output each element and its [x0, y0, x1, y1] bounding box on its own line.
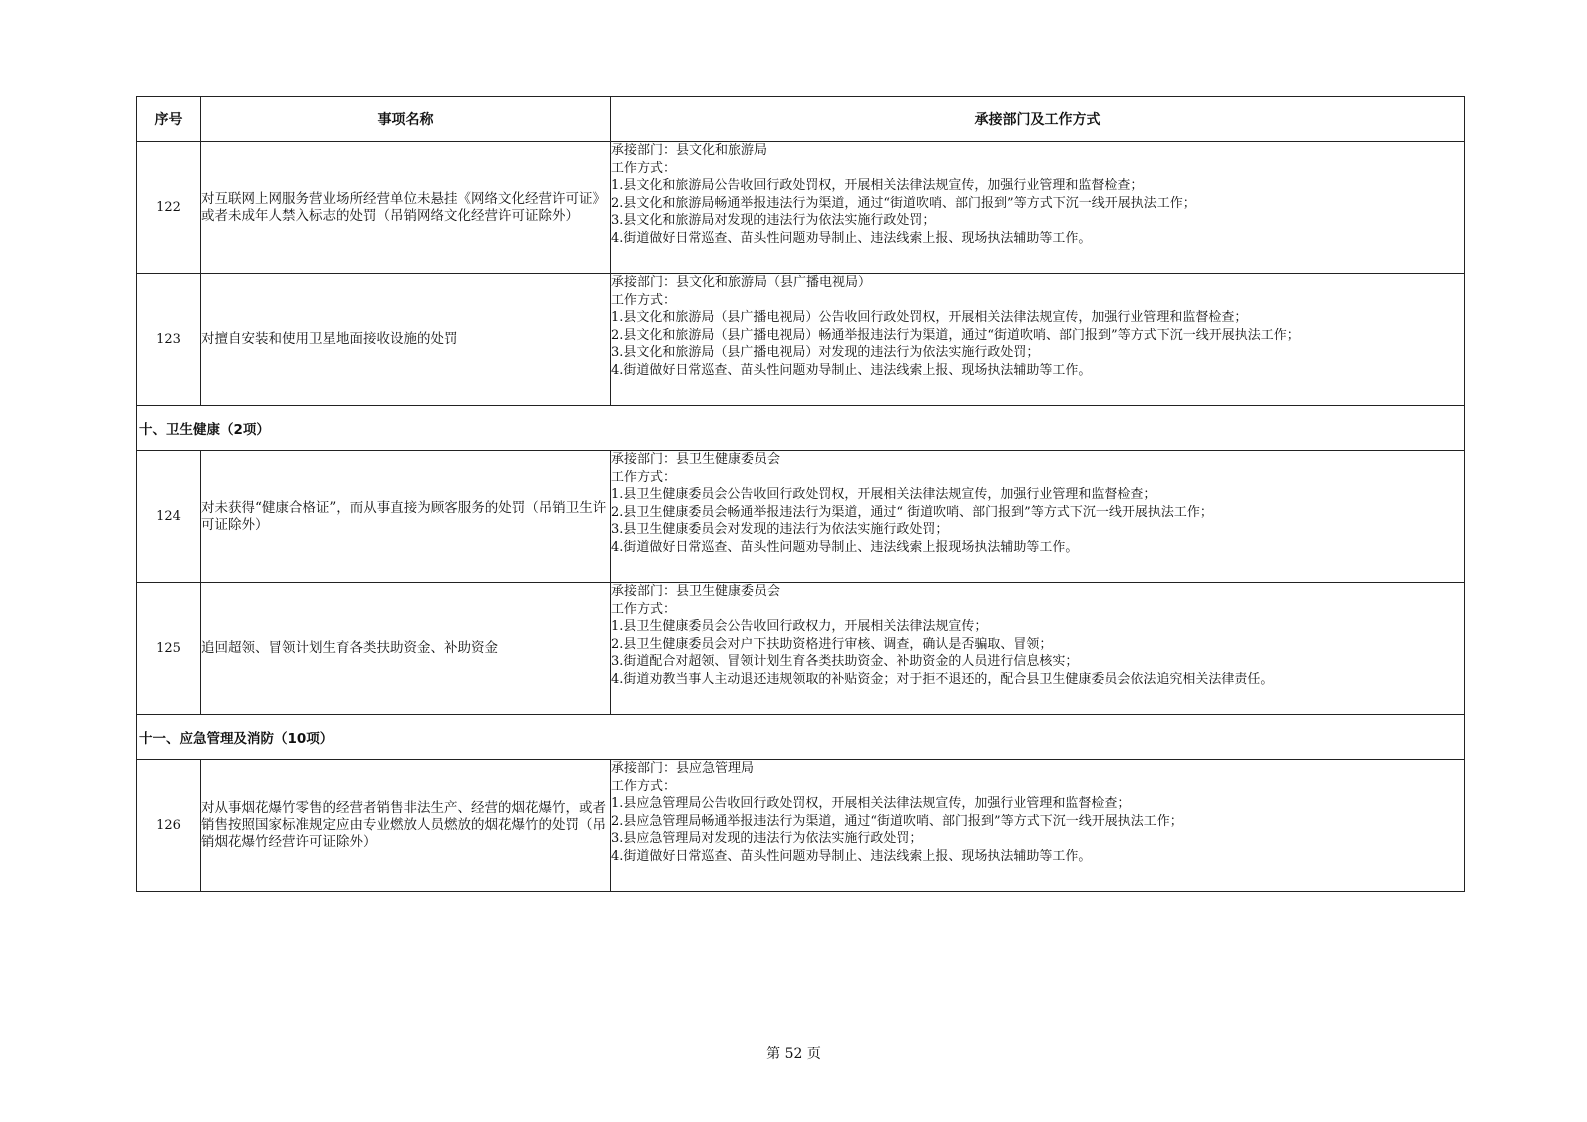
dept-line: 1.县卫生健康委员会公告收回行政处罚权，开展相关法律法规宣传，加强行业管理和监督检查； [611, 487, 1157, 502]
row-name: 对擅自安装和使用卫星地面接收设施的处罚 [201, 274, 611, 406]
dept-line: 2.县文化和旅游局畅通举报违法行为渠道，通过“街道吹哨、部门报到”等方式下沉一线开展执法工作； [611, 195, 1196, 211]
page-number: 第 52 页 [766, 1046, 821, 1062]
row-dept [611, 274, 1465, 406]
dept-line: 工作方式： [611, 160, 677, 176]
dept-line: 承接部门：县卫生健康委员会 [611, 452, 781, 467]
dept-line: 工作方式： [611, 601, 677, 617]
dept-line: 承接部门：县卫生健康委员会 [611, 584, 781, 599]
dept-line: 4.街道劝教当事人主动退还违规领取的补贴资金；对于拒不退还的，配合县卫生健康委员会依法追究相关法律责任。 [611, 671, 1274, 687]
dept-line: 承接部门：县文化和旅游局（县广播电视局） [611, 275, 872, 290]
row-name: 追回超领、冒领计划生育各类扶助资金、补助资金 [201, 583, 611, 715]
dept-line: 1.县文化和旅游局（县广播电视局）公告收回行政处罚权，开展相关法律法规宣传，加强行业管理和监督检查； [611, 310, 1248, 325]
dept-line: 2.县卫生健康委员会对户下扶助资格进行审核、调查，确认是否骗取、冒领； [611, 636, 1053, 652]
table-header-row [137, 97, 1465, 142]
row-dept [611, 760, 1465, 892]
dept-line: 1.县应急管理局公告收回行政处罚权，开展相关法律法规宣传，加强行业管理和监督检查； [611, 796, 1131, 811]
dept-line: 3.街道配合对超领、冒领计划生育各类扶助资金、补助资金的人员进行信息核实； [611, 654, 1079, 669]
section-title: 十、卫生健康（2项） [137, 406, 1465, 451]
dept-line: 3.县文化和旅游局对发现的违法行为依法实施行政处罚； [611, 213, 936, 228]
dept-line: 3.县卫生健康委员会对发现的违法行为依法实施行政处罚； [611, 522, 949, 537]
dept-line: 2.县应急管理局畅通举报违法行为渠道，通过“街道吹哨、部门报到”等方式下沉一线开展执法工作； [611, 813, 1183, 829]
table-row [137, 451, 1465, 583]
table-row [137, 583, 1465, 715]
dept-line: 4.街道做好日常巡查、苗头性问题劝导制止、违法线索上报、现场执法辅助等工作。 [611, 230, 1092, 246]
row-seq: 123 [137, 274, 201, 406]
dept-line: 承接部门：县文化和旅游局 [611, 143, 768, 158]
dept-line: 4.街道做好日常巡查、苗头性问题劝导制止、违法线索上报、现场执法辅助等工作。 [611, 362, 1092, 378]
dept-line: 1.县文化和旅游局公告收回行政处罚权，开展相关法律法规宣传，加强行业管理和监督检查； [611, 178, 1144, 193]
row-seq: 126 [137, 760, 201, 892]
row-seq: 122 [137, 142, 201, 274]
section-row [137, 715, 1465, 760]
row-seq: 124 [137, 451, 201, 583]
dept-line: 2.县文化和旅游局（县广播电视局）畅通举报违法行为渠道，通过“街道吹哨、部门报到”等方式下沉一线开展执法工作； [611, 327, 1300, 343]
row-seq: 125 [137, 583, 201, 715]
matters-table [136, 96, 1465, 892]
dept-line: 工作方式： [611, 292, 677, 308]
dept-line: 4.街道做好日常巡查、苗头性问题劝导制止、违法线索上报现场执法辅助等工作。 [611, 539, 1079, 555]
section-row [137, 406, 1465, 451]
dept-line: 工作方式： [611, 778, 677, 794]
dept-line: 2.县卫生健康委员会畅通举报违法行为渠道，通过“ 街道吹哨、部门报到”等方式下沉一线开展执法工作； [611, 504, 1213, 520]
header-dept: 承接部门及工作方式 [611, 97, 1465, 142]
table-row [137, 142, 1465, 274]
table-row [137, 274, 1465, 406]
dept-line: 工作方式： [611, 469, 677, 485]
section-title: 十一、应急管理及消防（10项） [137, 715, 1465, 760]
dept-line: 1.县卫生健康委员会公告收回行政权力，开展相关法律法规宣传； [611, 619, 988, 634]
table-row [137, 760, 1465, 892]
row-dept [611, 583, 1465, 715]
header-name: 事项名称 [201, 97, 611, 142]
dept-line: 承接部门：县应急管理局 [611, 761, 755, 776]
row-name: 对互联网上网服务营业场所经营单位未悬挂《网络文化经营许可证》或者未成年人禁入标志的处罚（吊销网络文化经营许可证除外） [201, 142, 611, 274]
row-dept [611, 451, 1465, 583]
row-dept [611, 142, 1465, 274]
dept-line: 3.县应急管理局对发现的违法行为依法实施行政处罚； [611, 831, 923, 846]
header-seq: 序号 [137, 97, 201, 142]
row-name: 对从事烟花爆竹零售的经营者销售非法生产、经营的烟花爆竹，或者销售按照国家标准规定应由专业燃放人员燃放的烟花爆竹的处罚（吊销烟花爆竹经营许可证除外） [201, 760, 611, 892]
dept-line: 3.县文化和旅游局（县广播电视局）对发现的违法行为依法实施行政处罚； [611, 345, 1040, 360]
dept-line: 4.街道做好日常巡查、苗头性问题劝导制止、违法线索上报、现场执法辅助等工作。 [611, 848, 1092, 864]
row-name: 对未获得“健康合格证”，而从事直接为顾客服务的处罚（吊销卫生许可证除外） [201, 451, 611, 583]
